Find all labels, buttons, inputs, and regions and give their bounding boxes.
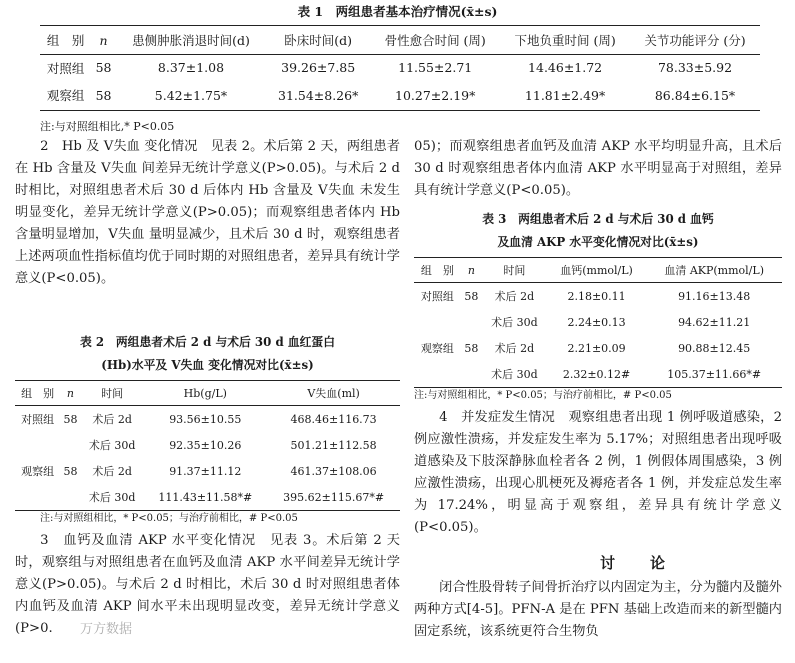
table-row [414,361,782,388]
table1-cell: 10.27±2.19* [395,87,476,103]
table2-cell: 461.37±108.06 [290,464,377,478]
table1-cell: 对照组 [46,60,85,76]
table2-cell: 58 [63,464,78,478]
table2-cell [60,432,81,458]
table3-header: 时间 [503,264,526,277]
right-column-bottom [414,577,782,643]
table2-cell: 58 [63,412,78,426]
table2-cell [60,484,81,511]
table2-cell: 术后 2d [92,465,132,478]
table3-cell: 2.18±0.11 [567,289,626,303]
table3-cell: 2.32±0.12# [562,367,631,381]
table1 [40,25,760,111]
table-row [15,406,400,433]
table2-cell: 术后 30d [88,491,136,504]
table1-cell: 5.42±1.75* [154,87,228,103]
section-hb-paragraph: 2 Hb 及 V失血 变化情况 见表 2。术后第 2 天，两组患者在 Hb 含量及 V失血 间差异无统计学意义(P>0.05)。与术后 2 d 时相比，对照组患者术后 30 d 后体内 Hb 含量及 V失血 未发生明显变化，差异无统计学意义(P>0.05)；而观察组患者体内 Hb 含量明显增加，V失血 量明显减少，且术后 30 d 时，观察组患者上述两项血性指标值均优于同时期的对照组患者，差异具有统计学意义(P<0.05)。 [15,139,400,286]
table2-cell: 111.43±11.58*# [158,490,253,504]
table3-cell: 2.21±0.09 [567,341,626,355]
left-column-bottom [15,530,400,640]
table3-cell: 术后 2d [494,290,535,303]
table1-header: 卧床时间(d) [284,33,353,48]
table3 [414,257,782,388]
table2-cell: 468.46±116.73 [290,412,377,426]
table1-cell: 39.26±7.85 [281,60,356,75]
table1-cell: 11.55±2.71 [398,60,473,75]
table3-cell: 105.37±11.66*# [667,367,762,381]
table2-cell: 观察组 [21,465,55,478]
table1-header: n [99,32,108,48]
table3-header: n [467,263,475,277]
table3-header: 血钙(mmol/L) [560,264,633,277]
calcium-continuation-paragraph: 05)；而观察组患者血钙及血清 AKP 水平均明显升高，且术后 30 d 时观察组患者体内血清 AKP 水平明显高于对照组，差异具有统计学意义(P<0.05)。 [414,139,782,198]
table2-cell [15,432,60,458]
table2-header: n [66,386,75,400]
table3-cell [461,361,482,388]
table1-note: 注:与对照组相比,* P<0.05 [40,120,175,133]
table2-cell: 术后 2d [92,413,132,426]
table1-header: 关节功能评分 (分) [644,33,746,48]
right-column-top [414,136,782,202]
discussion-heading: 讨 论 [600,554,676,572]
table3-cell: 术后 30d [491,368,538,381]
table3-cell: 术后 2d [494,342,535,355]
table2-caption-line1: 表 2 两组患者术后 2 d 与术后 30 d 血红蛋白 [79,335,336,349]
table1-header: 下地负重时间 (周) [514,33,616,48]
section-complication-paragraph: 4 并发症发生情况 观察组患者出现 1 例呼吸道感染，2 例应激性溃疡，并发症发生率为 5.17%；对照组患者出现呼吸道感染及下肢深静脉血栓者各 2 例，1 例假体周围感染，3 例应激性溃疡，出现心肌梗死及褥疮者各 1 例，并发症总发生率为 17.24%，明显高于观察组，差异具有统计学意义(P<0.05)。 [414,410,782,535]
table3-cell: 94.62±11.21 [678,315,751,329]
table2-cell: 501.21±112.58 [290,438,377,452]
right-column-middle [414,407,782,539]
table3-cell: 2.24±0.13 [567,315,626,329]
table-row [414,309,782,335]
table2-caption-line2: (Hb)水平及 V失血 变化情况对比(x̄±s) [101,358,314,372]
table1-cell: 14.46±1.72 [528,60,603,75]
table2-cell: 92.35±10.26 [169,438,242,452]
table2 [15,380,400,511]
table2-header: Hb(g/L) [183,386,227,400]
table3-cell: 58 [464,289,479,303]
table3-cell: 91.16±13.48 [678,289,751,303]
table3-cell: 术后 30d [491,316,538,329]
table3-header: 血清 AKP(mmol/L) [664,264,764,277]
table1-cell: 58 [95,87,112,103]
table1-cell: 78.33±5.92 [657,60,733,75]
table-row [414,335,782,361]
table-row [40,55,760,81]
table2-cell: 93.56±10.55 [169,412,242,426]
table1-header: 骨性愈合时间 (周) [384,33,486,48]
watermark: 万方数据 [80,622,133,637]
table3-cell [414,309,461,335]
table2-cell: 91.37±11.12 [169,464,242,478]
table1-header: 组 别 [46,33,85,48]
table2-header: 时间 [101,387,124,400]
table2-cell [15,484,60,511]
table1-cell: 11.81±2.49* [524,87,606,103]
table3-cell: 58 [464,341,479,355]
table1-header: 患侧肿胀消退时间(d) [132,33,250,48]
table3-cell [461,309,482,335]
table3-caption-line1: 表 3 两组患者术后 2 d 与术后 30 d 血钙 [482,212,714,226]
table3-cell [414,361,461,388]
table3-header: 组 别 [420,264,454,277]
table1-cell: 86.84±6.15* [654,87,736,103]
discussion-paragraph: 闭合性股骨转子间骨折治疗以内固定为主，分为髓内及髓外两种方式[4-5]。PFN-A 是在 PFN 基础上改造而来的新型髓内固定系统，该系统更符合生物负 [414,580,782,639]
table1-cell: 58 [95,60,112,75]
table2-header: 组 别 [21,387,55,400]
table2-cell: 对照组 [21,413,55,426]
table1-cell: 8.37±1.08 [157,60,225,75]
table-row [15,432,400,458]
table3-cell: 对照组 [420,290,454,303]
table-row [15,484,400,511]
section-calcium-paragraph: 3 血钙及血清 AKP 水平变化情况 见表 3。术后第 2 天时，观察组与对照组患者在血钙及血清 AKP 水平间差异无统计学意义(P>0.05)。与术后 2 d 时相比，术后 30 d 时对照组患者体内血钙及血清 AKP 间水平未出现明显改变，差异无统计学意义(P>0. [15,533,400,636]
table2-note: 注:与对照组相比，* P<0.05；与治疗前相比，# P<0.05 [40,513,298,524]
table-row [40,80,760,111]
left-column-top [15,136,400,290]
table3-cell: 90.88±12.45 [678,341,751,355]
table2-cell: 395.62±115.67*# [283,490,385,504]
table-row [414,283,782,310]
table2-header: V失血(ml) [307,387,360,400]
table1-cell: 观察组 [46,88,85,103]
table3-note: 注:与对照组相比，* P<0.05；与治疗前相比，# P<0.05 [414,390,672,401]
table2-cell: 术后 30d [88,439,136,452]
table1-cell: 31.54±8.26* [278,87,359,103]
table3-caption-line2: 及血清 AKP 水平变化情况对比(x̄±s) [497,235,699,249]
table1-caption: 表 1 两组患者基本治疗情况(x̄±s) [297,4,498,19]
table-row [15,458,400,484]
table3-cell: 观察组 [420,342,454,355]
